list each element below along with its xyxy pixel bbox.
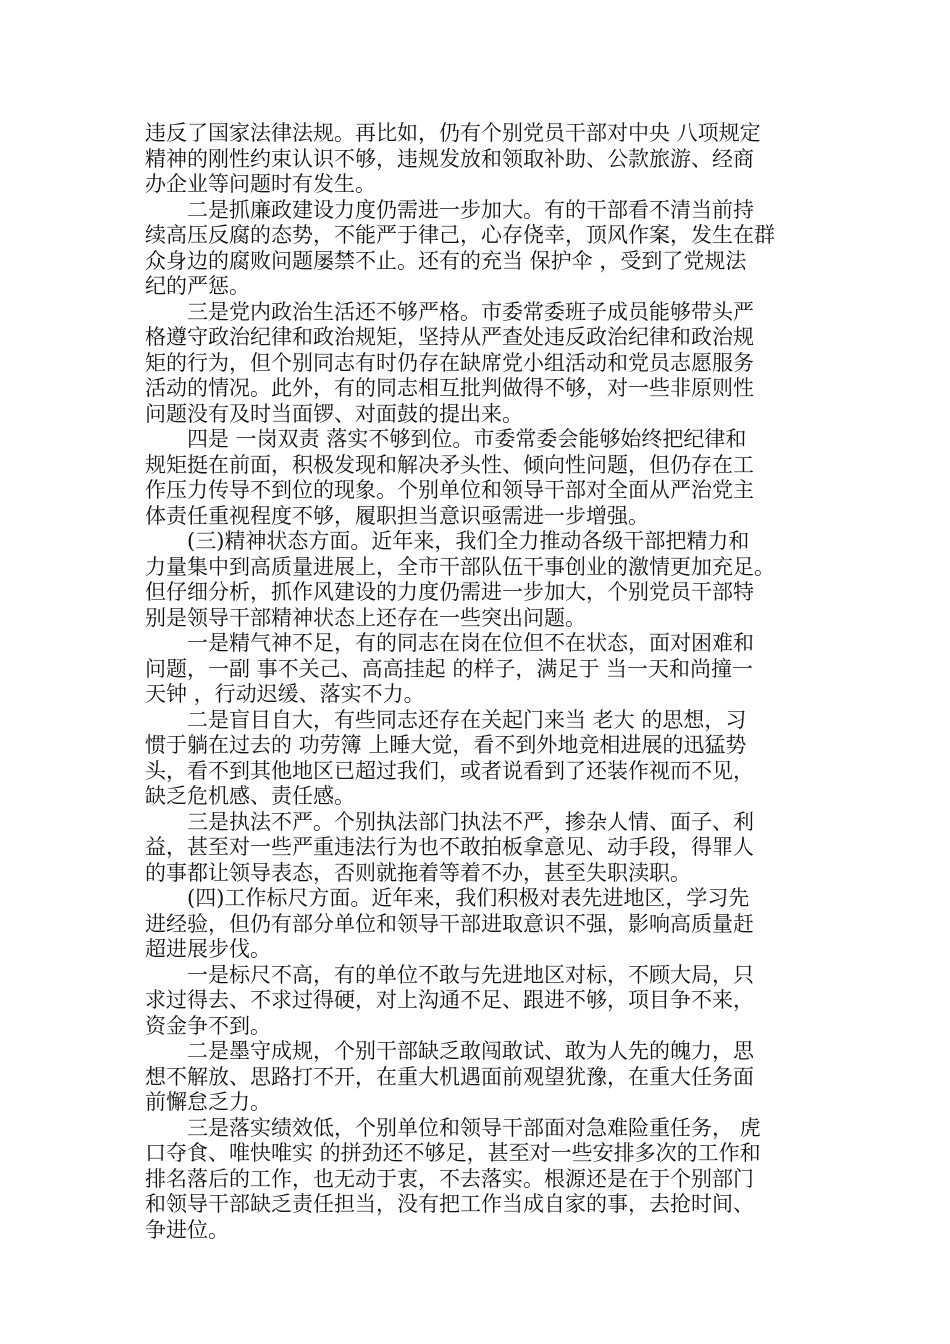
text-line: 三是落实绩效低，个别单位和领导干部面对急难险重任务， 虎 <box>145 1115 761 1140</box>
text-line: 格遵守政治纪律和政治规矩，坚持从严查处违反政治纪律和政治规 <box>145 325 754 349</box>
text-line: 规矩挺在前面，积极发现和解决矛头性、倾向性问题，但仍存在工 <box>145 452 754 477</box>
text-line: 缺乏危机感、责任感。 <box>145 784 355 808</box>
text-line: 头，看不到其他地区已超过我们，或者说看到了还装作视而不见， <box>145 758 754 783</box>
text-line: 惯于躺在过去的 功劳簿 上睡大觉，看不到外地竞相进展的迅猛势 <box>145 733 747 757</box>
text-line: 力量集中到高质量进展上，全市干部队伍干事创业的激情更加充足。 <box>145 554 775 579</box>
text-line: 二是抓廉政建设力度仍需进一步加大。有的干部看不清当前持 <box>145 197 754 222</box>
text-line: 进经验，但仍有部分单位和领导干部进取意识不强，影响高质量赶 <box>145 911 754 936</box>
text-line: 争进位。 <box>145 1217 229 1242</box>
text-line: 续高压反腐的态势，不能严于律己，心存侥幸，顶风作案，发生在群 <box>145 223 775 247</box>
text-line: 纪的严惩。 <box>145 274 250 298</box>
paragraph <box>145 1116 813 1244</box>
text-line: 体责任重视程度不够，履职担当意识亟需进一步增强。 <box>145 503 649 528</box>
text-line: 和领导干部缺乏责任担当，没有把工作当成自家的事，去抢时间、 <box>145 1192 754 1216</box>
text-line: 三是执法不严。个别执法部门执法不严，掺杂人情、面子、利 <box>145 809 754 834</box>
paragraph <box>145 810 813 887</box>
paragraph <box>145 121 813 198</box>
paragraph <box>145 1039 813 1116</box>
paragraph <box>145 427 813 529</box>
paragraph <box>145 300 813 428</box>
text-line: 资金争不到。 <box>145 1013 271 1038</box>
text-line: 二是盲目自大，有些同志还存在关起门来当 老大 的思想，习 <box>145 707 747 732</box>
text-line: 想不解放、思路打不开，在重大机遇面前观望犹豫，在重大任务面 <box>145 1064 754 1089</box>
text-line: 问题没有及时当面锣、对面鼓的提出来。 <box>145 401 523 426</box>
text-line: (四)工作标尺方面。近年来，我们积极对表先进地区，学习先 <box>145 886 750 910</box>
text-line: 天钟 ，行动迟缓、落实不力。 <box>145 682 425 706</box>
text-line: 前懈怠乏力。 <box>145 1090 271 1114</box>
paragraph <box>145 198 813 300</box>
text-line: 别是领导干部精神状态上还存在一些突出问题。 <box>145 605 586 630</box>
text-line: 精神的刚性约束认识不够，违规发放和领取补助、公款旅游、经商 <box>145 146 754 171</box>
text-line: (三)精神状态方面。近年来，我们全力推动各级干部把精力和 <box>145 529 750 553</box>
text-line: 违反了国家法律法规。再比如，仍有个别党员干部对中央 八项规定 <box>145 121 761 145</box>
text-line: 一是精气神不足，有的同志在岗在位但不在状态，面对困难和 <box>145 631 754 655</box>
text-line: 三是党内政治生活还不够严格。市委常委班子成员能够带头严 <box>145 299 754 324</box>
text-line: 口夺食、唯快唯实 的拼劲还不够足，甚至对一些安排多次的工作和 <box>145 1141 761 1165</box>
paragraph <box>145 631 813 708</box>
text-line: 问题，一副 事不关己、高高挂起 的样子，满足于 当一天和尚撞一 <box>145 656 754 681</box>
text-line: 四是 一岗双责 落实不够到位。市委常委会能够始终把纪律和 <box>145 427 747 451</box>
text-line: 众身边的腐败问题屡禁不止。还有的充当 保护伞 ，受到了党规法 <box>145 248 747 273</box>
text-line: 活动的情况。此外，有的同志相互批判做得不够，对一些非原则性 <box>145 376 754 400</box>
text-line: 益，甚至对一些严重违法行为也不敢拍板拿意见、动手段，得罪人 <box>145 835 754 859</box>
text-line: 但仔细分析，抓作风建设的力度仍需进一步加大，个别党员干部特 <box>145 580 754 604</box>
text-line: 二是墨守成规，个别干部缺乏敢闯敢试、敢为人先的魄力，思 <box>145 1039 754 1063</box>
document-body <box>145 121 813 1243</box>
text-line: 矩的行为，但个别同志有时仍存在缺席党小组活动和党员志愿服务 <box>145 350 754 375</box>
paragraph <box>145 963 813 1040</box>
text-line: 一是标尺不高，有的单位不敢与先进地区对标，不顾大局，只 <box>145 962 754 987</box>
paragraph <box>145 708 813 810</box>
text-line: 排名落后的工作，也无动于衷，不去落实。根源还是在于个别部门 <box>145 1166 754 1191</box>
text-line: 的事都让领导表态，否则就拖着等着不办，甚至失职渎职。 <box>145 860 691 885</box>
text-line: 作压力传导不到位的现象。个别单位和领导干部对全面从严治党主 <box>145 478 754 502</box>
text-line: 求过得去、不求过得硬，对上沟通不足、跟进不够，项目争不来， <box>145 988 754 1012</box>
text-line: 超进展步伐。 <box>145 937 271 961</box>
paragraph <box>145 886 813 963</box>
paragraph <box>145 529 813 631</box>
text-line: 办企业等问题时有发生。 <box>145 172 376 196</box>
